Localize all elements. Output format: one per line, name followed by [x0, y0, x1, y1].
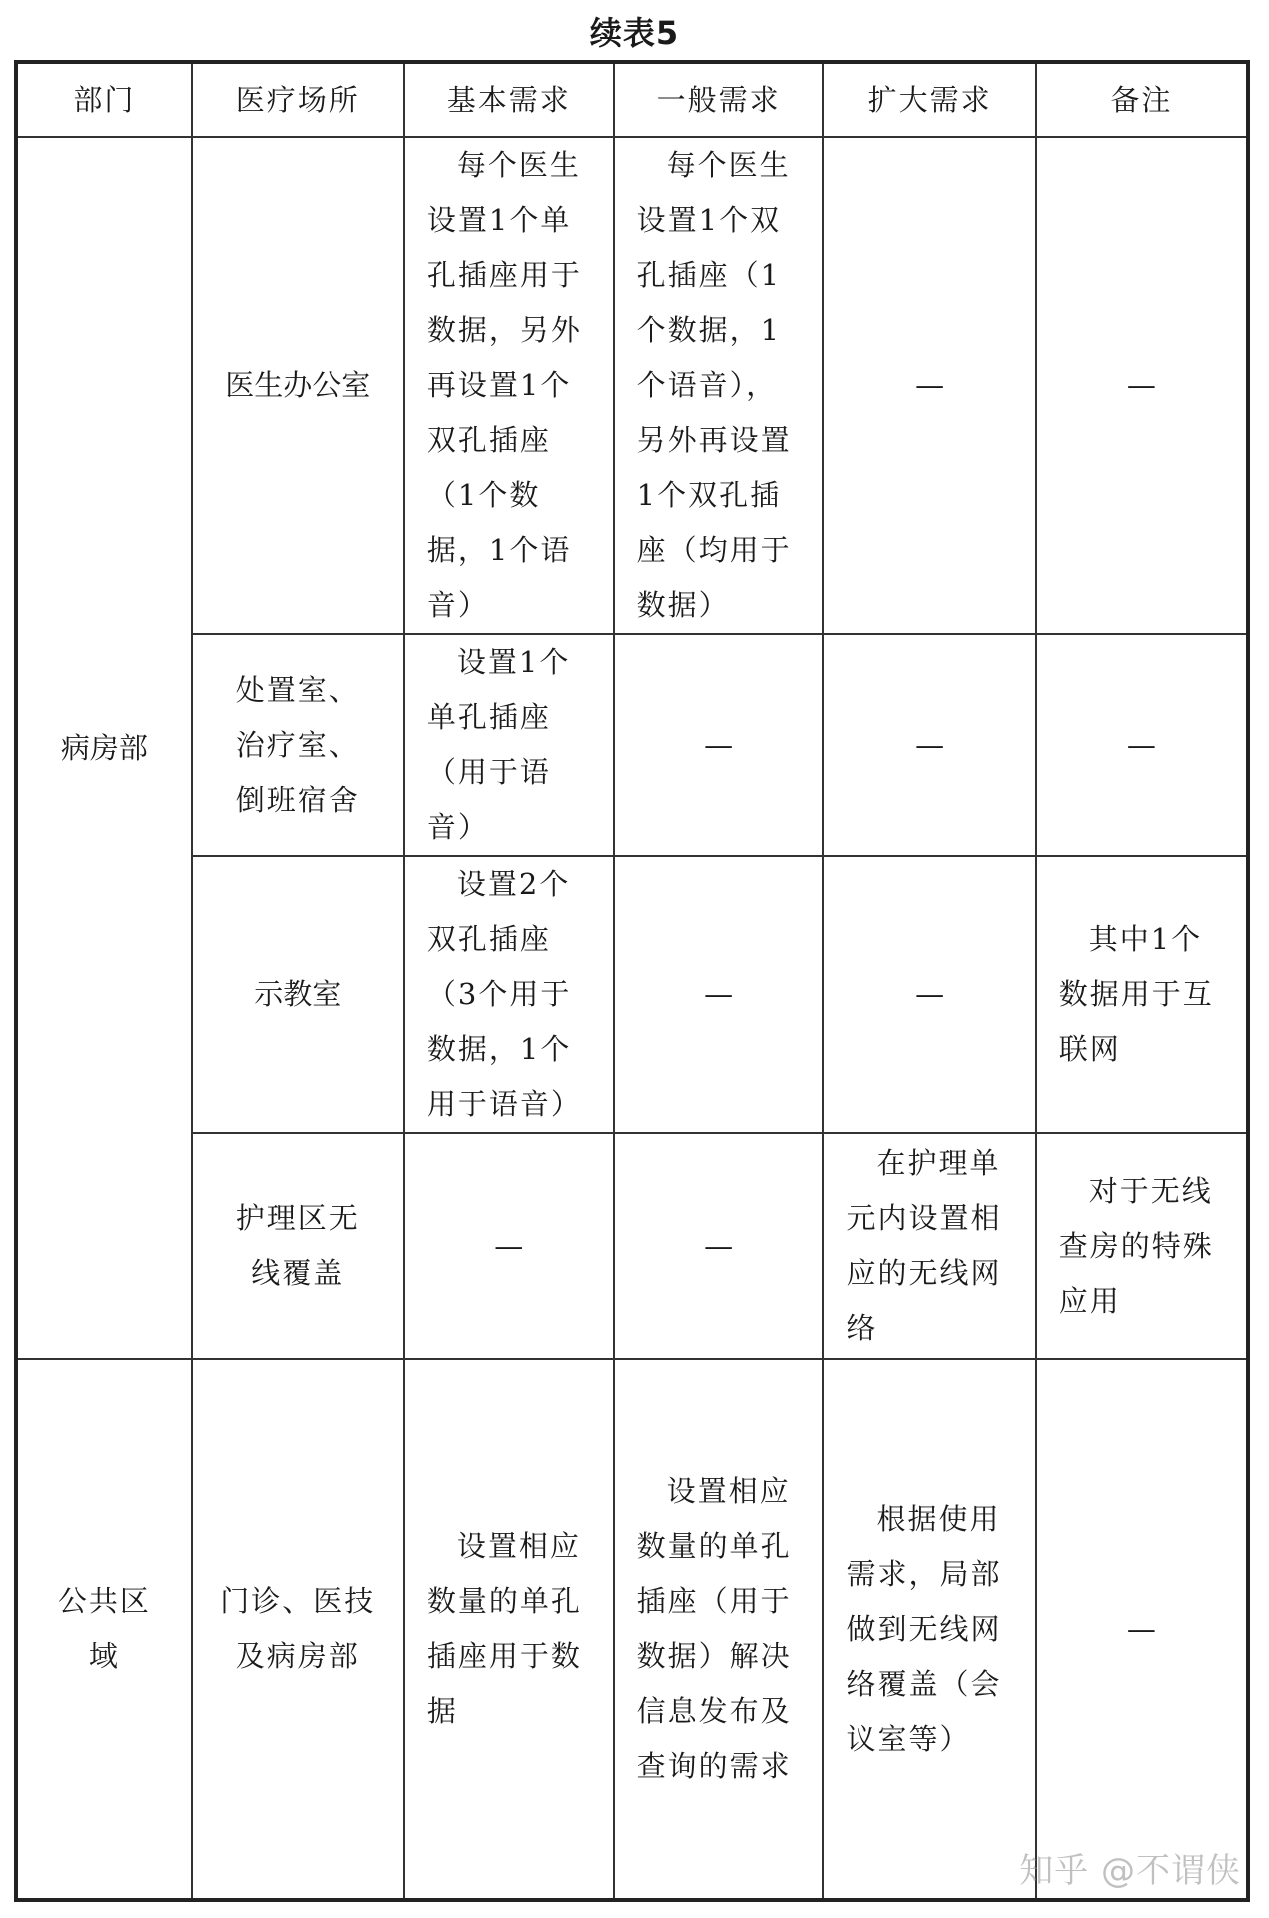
place-cell: 护理区无线覆盖: [192, 1133, 404, 1359]
watermark: 知乎 @不谓侠: [1019, 1851, 1241, 1891]
basic-cell: 设置相应数量的单孔插座用于数据: [404, 1359, 614, 1900]
note-cell: —: [1036, 137, 1248, 634]
header-extended: 扩大需求: [823, 62, 1035, 137]
extended-cell: 根据使用需求，局部做到无线网络覆盖（会议室等）: [823, 1359, 1035, 1900]
general-cell: 设置相应数量的单孔插座（用于数据）解决信息发布及查询的需求: [614, 1359, 824, 1900]
table-title: 续表5: [589, 14, 680, 52]
table-row: [16, 856, 1248, 1133]
extended-cell: 在护理单元内设置相应的无线网络: [823, 1133, 1035, 1359]
header-basic: 基本需求: [404, 62, 614, 137]
requirements-table: [14, 60, 1250, 1902]
header-department: 部门: [16, 62, 192, 137]
general-cell: —: [614, 856, 824, 1133]
table-row: [16, 137, 1248, 634]
note-cell: 其中1个数据用于互联网: [1036, 856, 1248, 1133]
header-place: 医疗场所: [192, 62, 404, 137]
basic-cell: 设置2个双孔插座（3个用于数据，1个用于语音）: [404, 856, 614, 1133]
note-cell: —: [1036, 634, 1248, 856]
note-cell: —: [1036, 1359, 1248, 1900]
place-cell: 医生办公室: [192, 137, 404, 634]
place-cell: 示教室: [192, 856, 404, 1133]
table-row: [16, 1133, 1248, 1359]
header-general: 一般需求: [614, 62, 824, 137]
general-cell: 每个医生设置1个双孔插座（1个数据，1个语音），另外再设置1个双孔插座（均用于数据）: [614, 137, 824, 634]
extended-cell: —: [823, 856, 1035, 1133]
basic-cell: 每个医生设置1个单孔插座用于数据，另外再设置1个双孔插座（1个数据，1个语音）: [404, 137, 614, 634]
general-cell: —: [614, 1133, 824, 1359]
general-cell: —: [614, 634, 824, 856]
table-row: [16, 634, 1248, 856]
place-cell: 处置室、治疗室、倒班宿舍: [192, 634, 404, 856]
department-public: 公共区域: [16, 1359, 192, 1900]
place-cell: 门诊、医技及病房部: [192, 1359, 404, 1900]
table-row: [16, 1359, 1248, 1900]
basic-cell: 设置1个单孔插座（用于语音）: [404, 634, 614, 856]
header-note: 备注: [1036, 62, 1248, 137]
extended-cell: —: [823, 137, 1035, 634]
basic-cell: —: [404, 1133, 614, 1359]
department-ward: 病房部: [16, 137, 192, 1359]
extended-cell: —: [823, 634, 1035, 856]
note-cell: 对于无线查房的特殊应用: [1036, 1133, 1248, 1359]
header-row: [16, 62, 1248, 137]
